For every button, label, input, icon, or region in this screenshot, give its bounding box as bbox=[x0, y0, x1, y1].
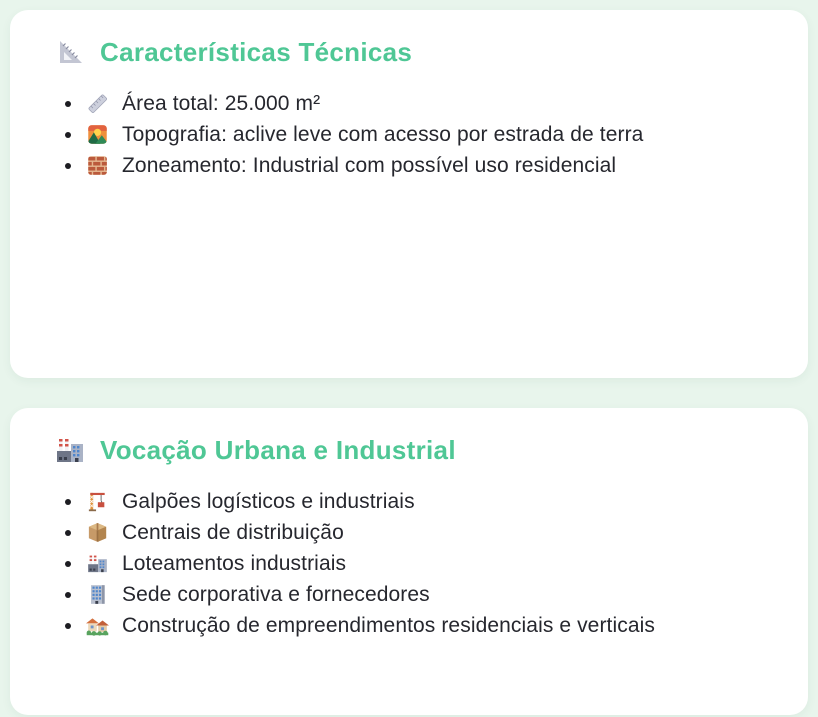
bullet-dot bbox=[65, 623, 71, 629]
bullet-dot bbox=[65, 530, 71, 536]
list-item bbox=[54, 517, 764, 548]
mountain-sunrise-icon bbox=[86, 123, 109, 146]
list-item bbox=[54, 150, 764, 181]
straight-ruler-icon bbox=[86, 92, 109, 115]
list-item-text: Centrais de distribuição bbox=[122, 520, 344, 544]
list-item-text: Loteamentos industriais bbox=[122, 551, 347, 575]
list-item bbox=[54, 610, 764, 641]
card-vocacao-urbana-industrial bbox=[10, 408, 808, 715]
list-item-text: Galpões logísticos e industriais bbox=[122, 489, 415, 513]
bullet-dot bbox=[65, 561, 71, 567]
list-item-text: Zoneamento: Industrial com possível uso residencial bbox=[122, 153, 617, 177]
bullet-dot bbox=[65, 592, 71, 598]
card-list bbox=[54, 486, 764, 641]
card-title: Características Técnicas bbox=[100, 36, 413, 67]
package-icon bbox=[86, 521, 109, 544]
list-item-text: Sede corporativa e fornecedores bbox=[122, 582, 430, 606]
bullet-dot bbox=[65, 163, 71, 169]
list-item-text: Topografia: aclive leve com acesso por estrada de terra bbox=[122, 122, 644, 146]
bullet-dot bbox=[65, 101, 71, 107]
list-item-text: Área total: 25.000 m² bbox=[122, 91, 321, 115]
bullet-dot bbox=[65, 132, 71, 138]
bullet-dot bbox=[65, 499, 71, 505]
list-item bbox=[54, 486, 764, 517]
list-item-text: Construção de empreendimentos residenciais e verticais bbox=[122, 613, 655, 637]
list-item bbox=[54, 119, 764, 150]
construction-crane-icon bbox=[86, 490, 109, 513]
card-caracteristicas-tecnicas bbox=[10, 10, 808, 378]
brick-icon bbox=[86, 154, 109, 177]
list-item bbox=[54, 579, 764, 610]
card-title-row bbox=[54, 36, 764, 68]
card-title-row bbox=[54, 434, 764, 466]
list-item bbox=[54, 548, 764, 579]
houses-icon bbox=[86, 614, 109, 637]
card-list bbox=[54, 88, 764, 181]
triangular-ruler-icon bbox=[54, 36, 86, 68]
list-item bbox=[54, 88, 764, 119]
office-building-icon bbox=[86, 583, 109, 606]
card-title: Vocação Urbana e Industrial bbox=[100, 434, 456, 465]
factory-icon bbox=[86, 552, 109, 575]
factory-icon bbox=[54, 434, 86, 466]
